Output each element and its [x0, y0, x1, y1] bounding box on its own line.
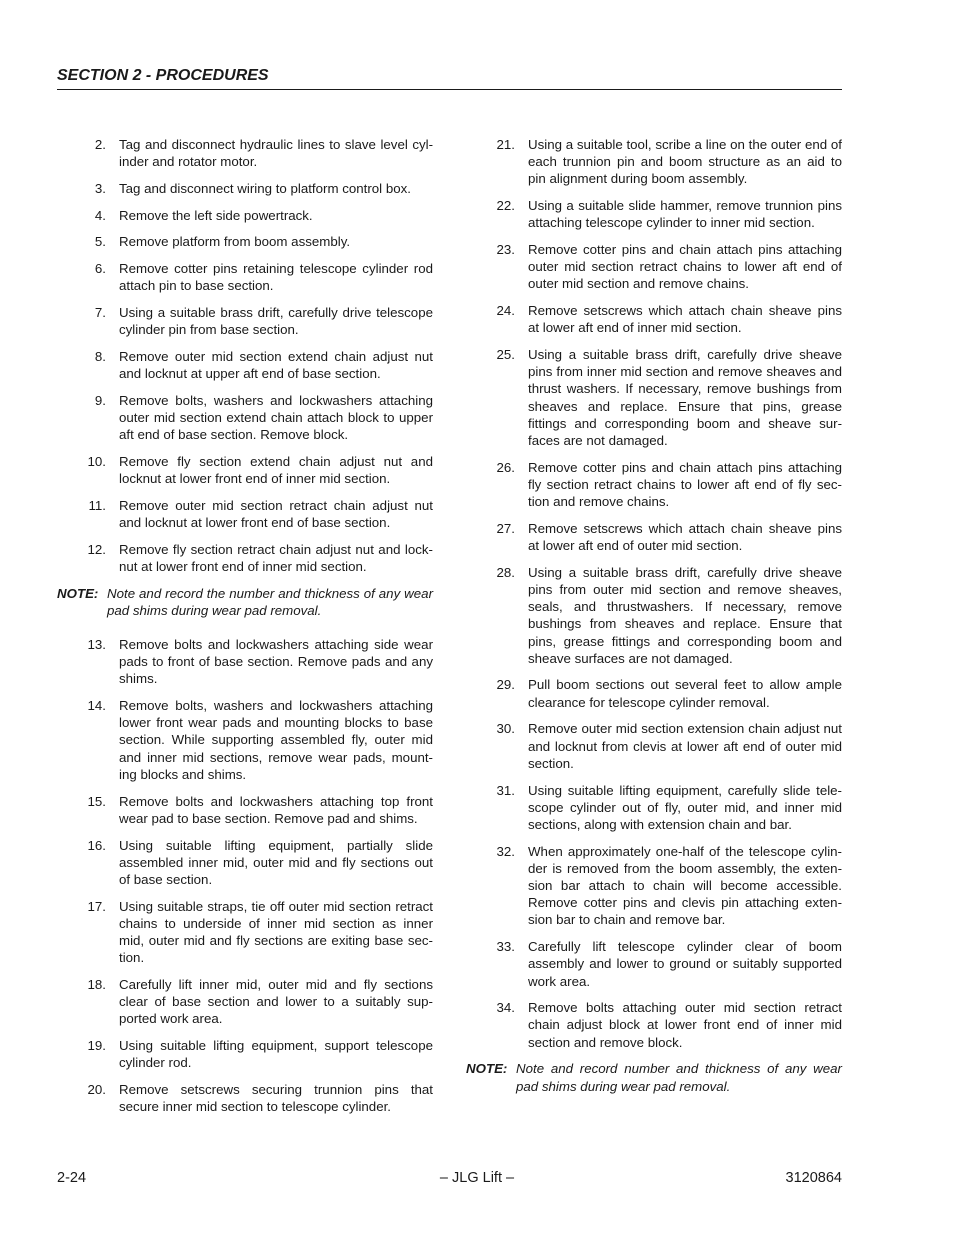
- step-number-text: 23.: [496, 242, 515, 258]
- step-text: Remove the left side powertrack.: [119, 207, 313, 223]
- step-number-text: 28.: [496, 564, 515, 580]
- step-text: Remove outer mid section extension chain adjust nut and locknut from clevis at lower aft end of outer mid section.: [528, 721, 842, 771]
- procedure-step: [57, 837, 433, 889]
- procedure-step: [57, 233, 433, 250]
- step-number-text: 7.: [94, 304, 106, 320]
- step-number-text: 20.: [87, 1081, 106, 1097]
- step-number: [466, 843, 515, 929]
- step-text: Remove setscrews which attach chain sheave pins at lower aft end of outer mid section.: [528, 520, 842, 554]
- step-number-text: 34.: [496, 1000, 515, 1016]
- step-number: [57, 898, 106, 967]
- procedure-step: [466, 520, 842, 554]
- step-number: [57, 793, 106, 827]
- step-number: [57, 1037, 106, 1071]
- step-text: Remove bolts attaching outer mid section retract chain adjust block at lower front end of inner mid section and remove block.: [528, 1000, 842, 1050]
- step-text: Using a suitable slide hammer, remove trunnion pins attaching telescope cylinder to inner mid section.: [528, 198, 842, 231]
- step-number: [466, 564, 515, 667]
- step-number-text: 22.: [496, 198, 515, 214]
- procedure-step: [466, 302, 842, 336]
- step-number-text: 25.: [496, 347, 515, 363]
- step-number: [466, 302, 515, 336]
- procedure-step: [466, 938, 842, 990]
- procedure-step: [57, 1037, 433, 1071]
- step-text: Remove setscrews securing trunnion pins that secure inner mid section to telescope cylinder.: [119, 1081, 433, 1115]
- procedure-step: [466, 459, 842, 511]
- step-number: [466, 999, 515, 1051]
- procedure-step: [57, 304, 433, 338]
- note-label: NOTE:: [57, 585, 99, 601]
- step-number-text: 5.: [94, 234, 106, 250]
- step-number-text: 2.: [94, 137, 106, 152]
- left-column: [57, 136, 433, 1125]
- step-text: Pull boom sections out several feet to allow ample clearance for telescope cylinder removal.: [528, 677, 842, 710]
- step-number-text: 9.: [94, 392, 106, 408]
- step-number: [57, 541, 106, 575]
- procedure-step: [466, 843, 842, 929]
- step-number: [466, 197, 515, 231]
- step-number-text: 10.: [87, 453, 106, 469]
- step-number: [57, 348, 106, 382]
- step-number: [57, 636, 106, 688]
- step-number-text: 27.: [496, 520, 515, 536]
- step-number-text: 30.: [496, 721, 515, 737]
- procedure-step: [57, 497, 433, 531]
- step-text: Tag and disconnect wiring to platform control box.: [119, 180, 411, 196]
- procedure-step: [466, 346, 842, 449]
- step-text: Tag and disconnect hydraulic lines to slave level cyl-inder and rotator motor.: [119, 137, 433, 170]
- step-text: Remove cotter pins and chain attach pins attaching fly section retract chains to lower aft end of fly sec-tion and remove chains.: [528, 459, 842, 510]
- step-text: Using a suitable brass drift, carefully drive sheave pins from outer mid section and remove sheaves, seals, and thrustwashers. If necessary, remove bushings from sheaves and replace. Ensure that pins, grease fittings and corresponding boom and sheave surfaces are not damaged.: [528, 564, 842, 666]
- step-number-text: 15.: [87, 793, 106, 809]
- step-number: [57, 233, 106, 250]
- step-number: [466, 520, 515, 554]
- step-text: Using suitable lifting equipment, partially slide assembled inner mid, outer mid and fly sections out of base section.: [119, 837, 433, 887]
- step-number-text: 12.: [87, 541, 106, 557]
- step-text: When approximately one-half of the telescope cylin-der is removed from the boom assembly, the exten-sion bar attach to chain will become accessible. Remove cotter pins and clevis pin attaching exten-sion bar to chain and remove bar.: [528, 843, 842, 928]
- procedure-step: [57, 636, 433, 688]
- step-number-text: 31.: [496, 782, 515, 798]
- step-text: Remove cotter pins and chain attach pins attaching outer mid section retract chains to lower aft end of outer mid section and remove chains.: [528, 242, 842, 292]
- step-text: Carefully lift telescope cylinder clear of boom assembly and lower to ground or suitably supported work area.: [528, 939, 842, 989]
- step-number: [57, 453, 106, 487]
- step-list-right: [466, 136, 842, 1051]
- step-number-text: 18.: [87, 976, 106, 992]
- procedure-step: [57, 260, 433, 294]
- step-text: Remove fly section retract chain adjust nut and lock-nut at lower front end of inner mid section.: [119, 541, 433, 574]
- step-text: Using suitable lifting equipment, carefully slide tele-scope cylinder out of fly, outer mid, and inner mid sections, along with extension chain and bar.: [528, 782, 842, 832]
- step-number: [466, 136, 515, 188]
- step-number: [57, 837, 106, 889]
- step-text: Remove cotter pins retaining telescope cylinder rod attach pin to base section.: [119, 261, 433, 294]
- procedure-step: [57, 180, 433, 197]
- procedure-step: [466, 782, 842, 834]
- footer-page-number: 2-24: [57, 1170, 87, 1186]
- procedure-step: [57, 207, 433, 224]
- note-right: [466, 1060, 842, 1094]
- procedure-step: [57, 697, 433, 783]
- step-number: [466, 459, 515, 511]
- step-number-text: 6.: [94, 261, 106, 277]
- step-number: [466, 782, 515, 834]
- step-number-text: 3.: [94, 180, 106, 196]
- step-number: [466, 241, 515, 293]
- step-number: [466, 720, 515, 772]
- step-number: [57, 260, 106, 294]
- note-text: Note and record number and thickness of any wear pad shims during wear pad removal.: [516, 1061, 842, 1094]
- procedure-step: [57, 453, 433, 487]
- procedure-step: [57, 348, 433, 382]
- procedure-step: [466, 241, 842, 293]
- procedure-step: [57, 392, 433, 444]
- step-number-text: 17.: [87, 898, 106, 914]
- procedure-step: [466, 136, 842, 188]
- step-text: Remove bolts and lockwashers attaching side wear pads to front of base section. Remove pads and any shims.: [119, 636, 433, 687]
- step-number: [57, 392, 106, 444]
- procedure-step: [57, 1081, 433, 1115]
- right-column: [466, 136, 842, 1112]
- step-number: [466, 676, 515, 710]
- step-text: Remove outer mid section retract chain adjust nut and locknut at lower front end of base section.: [119, 497, 433, 530]
- step-number-text: 33.: [496, 939, 515, 955]
- step-text: Remove fly section extend chain adjust nut and locknut at lower front end of inner mid section.: [119, 453, 433, 487]
- step-text: Remove setscrews which attach chain sheave pins at lower aft end of inner mid section.: [528, 303, 842, 336]
- procedure-step: [57, 898, 433, 967]
- step-number-text: 11.: [88, 497, 106, 513]
- procedure-step: [466, 720, 842, 772]
- step-number-text: 32.: [496, 843, 515, 859]
- header-rule: [57, 89, 842, 90]
- procedure-step: [57, 136, 433, 170]
- step-number: [57, 976, 106, 1028]
- procedure-step: [466, 999, 842, 1051]
- step-text: Carefully lift inner mid, outer mid and fly sections clear of base section and lower to a suitably sup-ported work area.: [119, 976, 433, 1027]
- step-text: Remove bolts, washers and lockwashers attaching outer mid section extend chain attach block to upper aft end of base section. Remove block.: [119, 392, 433, 443]
- step-number: [57, 180, 106, 197]
- procedure-step: [466, 564, 842, 667]
- step-text: Using a suitable brass drift, carefully drive sheave pins from inner mid section and remove sheaves and thrust washers. If necessary, remove bushings from sheaves and replace. Ensure that pins, grease fittings and corresponding boom and sheave sur-faces are not damaged.: [528, 347, 842, 449]
- step-text: Remove platform from boom assembly.: [119, 234, 351, 250]
- footer-doc-number: 3120864: [785, 1170, 842, 1186]
- section-title: SECTION 2 - PROCEDURES: [57, 67, 269, 84]
- footer-brand: – JLG Lift –: [439, 1170, 515, 1186]
- procedure-step: [466, 197, 842, 231]
- step-number-text: 19.: [87, 1038, 106, 1054]
- step-number-text: 14.: [87, 698, 106, 714]
- step-list-left-a: [57, 136, 433, 575]
- step-text: Remove outer mid section extend chain adjust nut and locknut at upper aft end of base section.: [119, 348, 433, 382]
- step-text: Using a suitable tool, scribe a line on the outer end of each trunnion pin and boom structure as an aid to pin alignment during boom assembly.: [528, 137, 842, 187]
- step-number: [57, 207, 106, 224]
- step-text: Remove bolts, washers and lockwashers attaching lower front wear pads and mounting blocks to base section. While supporting assembled fly, outer mid and inner mid sections, remove wear pads, mount-ing blocks and shims.: [119, 698, 433, 782]
- note-left: [57, 585, 433, 619]
- step-number-text: 29.: [496, 677, 515, 693]
- step-number: [57, 136, 106, 170]
- step-number-text: 16.: [87, 837, 106, 853]
- procedure-step: [57, 976, 433, 1028]
- step-number-text: 26.: [496, 459, 515, 475]
- step-list-left-b: [57, 636, 433, 1115]
- step-number-text: 24.: [496, 303, 515, 319]
- step-text: Using suitable straps, tie off outer mid section retract chains to underside of inner mid section as inner mid, outer mid and fly sections are exiting base sec-tion.: [119, 898, 433, 966]
- step-number-text: 8.: [94, 348, 106, 364]
- step-number: [466, 346, 515, 449]
- step-number-text: 13.: [87, 636, 106, 652]
- step-number: [57, 497, 106, 531]
- step-number-text: 4.: [94, 207, 106, 223]
- note-text: Note and record the number and thickness of any wear pad shims during wear pad removal.: [107, 585, 433, 618]
- step-number: [466, 938, 515, 990]
- procedure-step: [466, 676, 842, 710]
- step-number: [57, 697, 106, 783]
- step-number: [57, 304, 106, 338]
- step-text: Using a suitable brass drift, carefully drive telescope cylinder pin from base section.: [119, 304, 433, 338]
- procedure-step: [57, 541, 433, 575]
- procedure-step: [57, 793, 433, 827]
- step-number-text: 21.: [496, 137, 515, 152]
- step-text: Remove bolts and lockwashers attaching top front wear pad to base section. Remove pad and shims.: [119, 793, 433, 826]
- step-number: [57, 1081, 106, 1115]
- note-label: NOTE:: [466, 1061, 508, 1077]
- step-text: Using suitable lifting equipment, support telescope cylinder rod.: [119, 1038, 433, 1071]
